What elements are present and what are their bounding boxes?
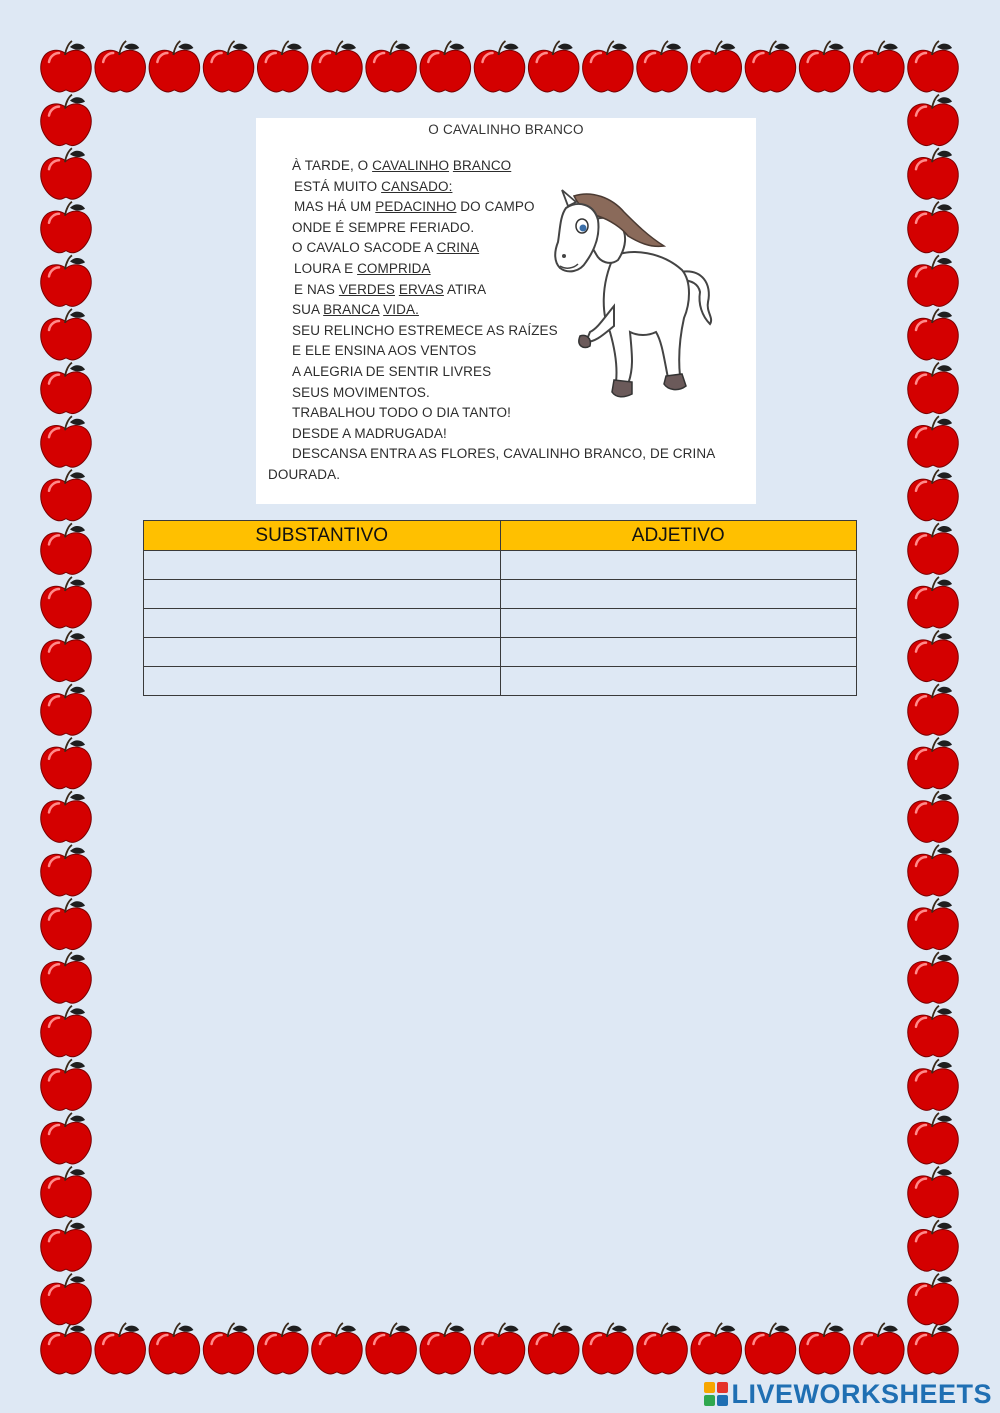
poem-line xyxy=(292,446,715,461)
apple-icon xyxy=(41,1323,91,1374)
poem-line xyxy=(294,261,431,276)
apple-icon xyxy=(908,738,958,789)
poem-image xyxy=(256,118,756,504)
apple-icon xyxy=(312,41,362,92)
apple-icon xyxy=(41,363,91,414)
poem-text-segment: SUA xyxy=(292,302,324,318)
underlined-word: VIDA. xyxy=(383,302,419,318)
apple-icon xyxy=(41,309,91,360)
apple-icon xyxy=(908,845,958,896)
table-row xyxy=(144,551,857,580)
poem-text-segment: ONDE É SEMPRE FERIADO. xyxy=(292,219,475,235)
apple-icon xyxy=(203,41,253,92)
apple-icon xyxy=(41,202,91,253)
apple-icon xyxy=(908,148,958,199)
apple-icon xyxy=(745,41,795,92)
apple-icon xyxy=(908,1113,958,1164)
apple-icon xyxy=(41,95,91,146)
apple-icon xyxy=(41,41,91,92)
poem-line xyxy=(292,220,474,235)
poem-line xyxy=(292,323,558,338)
apple-icon xyxy=(149,41,199,92)
poem-text-segment: DESDE A MADRUGADA! xyxy=(292,425,447,441)
apple-icon xyxy=(41,255,91,306)
apple-icon xyxy=(908,631,958,682)
apple-icon xyxy=(637,1323,687,1374)
apple-icon xyxy=(908,899,958,950)
poem-text-segment: DO CAMPO xyxy=(456,199,535,215)
adjetivo-answer-cell[interactable] xyxy=(500,609,857,638)
apple-icon xyxy=(41,899,91,950)
poem-text-segment: À TARDE, O xyxy=(292,158,373,173)
apple-icon xyxy=(908,363,958,414)
poem-line xyxy=(292,343,476,358)
apple-icon xyxy=(41,416,91,467)
apple-icon xyxy=(312,1323,362,1374)
horse-illustration xyxy=(552,186,732,416)
apple-icon xyxy=(258,41,308,92)
brand-text: LIVEWORKSHEETS xyxy=(731,1378,992,1409)
underlined-word: VERDES xyxy=(338,281,395,297)
apple-icon xyxy=(691,41,741,92)
underlined-word: CANSADO: xyxy=(381,178,453,194)
word-classification-table xyxy=(143,520,857,696)
poem-line xyxy=(294,199,535,214)
apple-icon xyxy=(474,1323,524,1374)
apple-icon xyxy=(908,1006,958,1057)
apple-icon xyxy=(583,1323,633,1374)
adjetivo-answer-cell[interactable] xyxy=(500,667,857,696)
poem-line xyxy=(294,179,452,194)
apple-icon xyxy=(41,1220,91,1271)
apple-icon xyxy=(908,684,958,735)
apple-icon xyxy=(908,255,958,306)
apple-icon xyxy=(95,1323,145,1374)
apple-icon xyxy=(908,791,958,842)
apple-icon xyxy=(528,1323,578,1374)
apple-icon xyxy=(908,952,958,1003)
apple-icon xyxy=(41,1274,91,1325)
underlined-word: CAVALINHO xyxy=(372,158,450,173)
substantivo-answer-cell[interactable] xyxy=(144,638,501,667)
adjetivo-answer-cell[interactable] xyxy=(500,551,857,580)
substantivo-answer-cell[interactable] xyxy=(144,609,501,638)
table-row xyxy=(144,667,857,696)
apple-icon xyxy=(95,41,145,92)
underlined-word: CRINA xyxy=(436,240,480,256)
column-header-adjetivo: ADJETIVO xyxy=(500,521,857,551)
apple-icon xyxy=(149,1323,199,1374)
adjetivo-answer-cell[interactable] xyxy=(500,638,857,667)
column-header-substantivo: SUBSTANTIVO xyxy=(144,521,501,551)
apple-icon xyxy=(908,1059,958,1110)
apple-icon xyxy=(366,1323,416,1374)
poem-text-segment: E NAS xyxy=(294,281,339,297)
poem-text-segment: O CAVALO SACODE A xyxy=(292,240,437,256)
apple-icon xyxy=(41,1006,91,1057)
table-row xyxy=(144,609,857,638)
apple-icon xyxy=(420,1323,470,1374)
underlined-word: BRANCO xyxy=(452,158,512,173)
apple-icon xyxy=(908,577,958,628)
poem-text-segment: DESCANSA ENTRA AS FLORES, CAVALINHO BRANCO, DE CRINA xyxy=(292,446,716,462)
poem-line xyxy=(292,405,511,420)
poem-text-segment: LOURA E xyxy=(294,261,358,276)
apple-icon xyxy=(908,95,958,146)
apple-icon xyxy=(854,1323,904,1374)
apple-icon xyxy=(908,416,958,467)
poem-line xyxy=(294,282,486,297)
liveworksheets-icon xyxy=(704,1382,728,1406)
poem-text-segment: MAS HÁ UM xyxy=(294,199,376,215)
apple-icon xyxy=(203,1323,253,1374)
apple-icon xyxy=(908,1274,958,1325)
apple-icon xyxy=(908,41,958,92)
apple-icon xyxy=(637,41,687,92)
poem-line xyxy=(268,467,340,482)
poem-text-segment: SEUS MOVIMENTOS. xyxy=(292,384,430,400)
substantivo-answer-cell[interactable] xyxy=(144,667,501,696)
apple-icon xyxy=(41,631,91,682)
apple-icon xyxy=(258,1323,308,1374)
poem-line xyxy=(292,302,419,317)
poem-line xyxy=(292,240,479,255)
adjetivo-answer-cell[interactable] xyxy=(500,580,857,609)
apple-icon xyxy=(908,1220,958,1271)
poem-text-segment: SEU RELINCHO ESTREMECE AS RAÍZES xyxy=(292,322,558,338)
apple-icon xyxy=(583,41,633,92)
apple-icon xyxy=(41,1113,91,1164)
poem-line xyxy=(292,426,447,441)
poem-line xyxy=(292,158,511,173)
substantivo-answer-cell[interactable] xyxy=(144,580,501,609)
underlined-word: BRANCA xyxy=(323,302,380,318)
poem-line xyxy=(292,364,491,379)
apple-icon xyxy=(366,41,416,92)
table-row xyxy=(144,580,857,609)
poem-text-segment: TRABALHOU TODO O DIA TANTO! xyxy=(292,405,511,421)
underlined-word: COMPRIDA xyxy=(357,261,431,276)
apple-icon xyxy=(908,202,958,253)
apple-icon xyxy=(691,1323,741,1374)
apple-icon xyxy=(41,577,91,628)
apple-icon xyxy=(41,470,91,521)
apple-icon xyxy=(41,148,91,199)
poem-text-segment: A ALEGRIA DE SENTIR LIVRES xyxy=(292,364,492,379)
apple-icon xyxy=(908,1323,958,1374)
liveworksheets-logo xyxy=(704,1378,992,1410)
apple-icon xyxy=(41,684,91,735)
table-row xyxy=(144,638,857,667)
poem-text-segment: ATIRA xyxy=(443,281,487,297)
apple-icon xyxy=(41,523,91,574)
apple-icon xyxy=(799,1323,849,1374)
apple-icon xyxy=(745,1323,795,1374)
apple-icon xyxy=(41,791,91,842)
apple-icon xyxy=(908,1167,958,1218)
apple-icon xyxy=(799,41,849,92)
apple-icon xyxy=(41,738,91,789)
poem-text-segment: DOURADA. xyxy=(268,467,341,482)
underlined-word: ERVAS xyxy=(398,281,444,297)
poem-line xyxy=(292,385,430,400)
poem-text-segment: ESTÁ MUITO xyxy=(294,178,382,194)
apple-icon xyxy=(908,309,958,360)
apple-icon xyxy=(41,1167,91,1218)
apple-icon xyxy=(528,41,578,92)
apple-icon xyxy=(420,41,470,92)
table-header-row xyxy=(144,521,857,551)
apple-icon xyxy=(41,845,91,896)
apple-icon xyxy=(474,41,524,92)
apple-icon xyxy=(908,470,958,521)
poem-text-segment: E ELE ENSINA AOS VENTOS xyxy=(292,343,477,359)
apple-icon xyxy=(41,952,91,1003)
poem-title: O CAVALINHO BRANCO xyxy=(428,122,584,137)
apple-icon xyxy=(854,41,904,92)
apple-icon xyxy=(908,523,958,574)
apple-icon xyxy=(41,1059,91,1110)
substantivo-answer-cell[interactable] xyxy=(144,551,501,580)
underlined-word: PEDACINHO xyxy=(375,199,457,215)
